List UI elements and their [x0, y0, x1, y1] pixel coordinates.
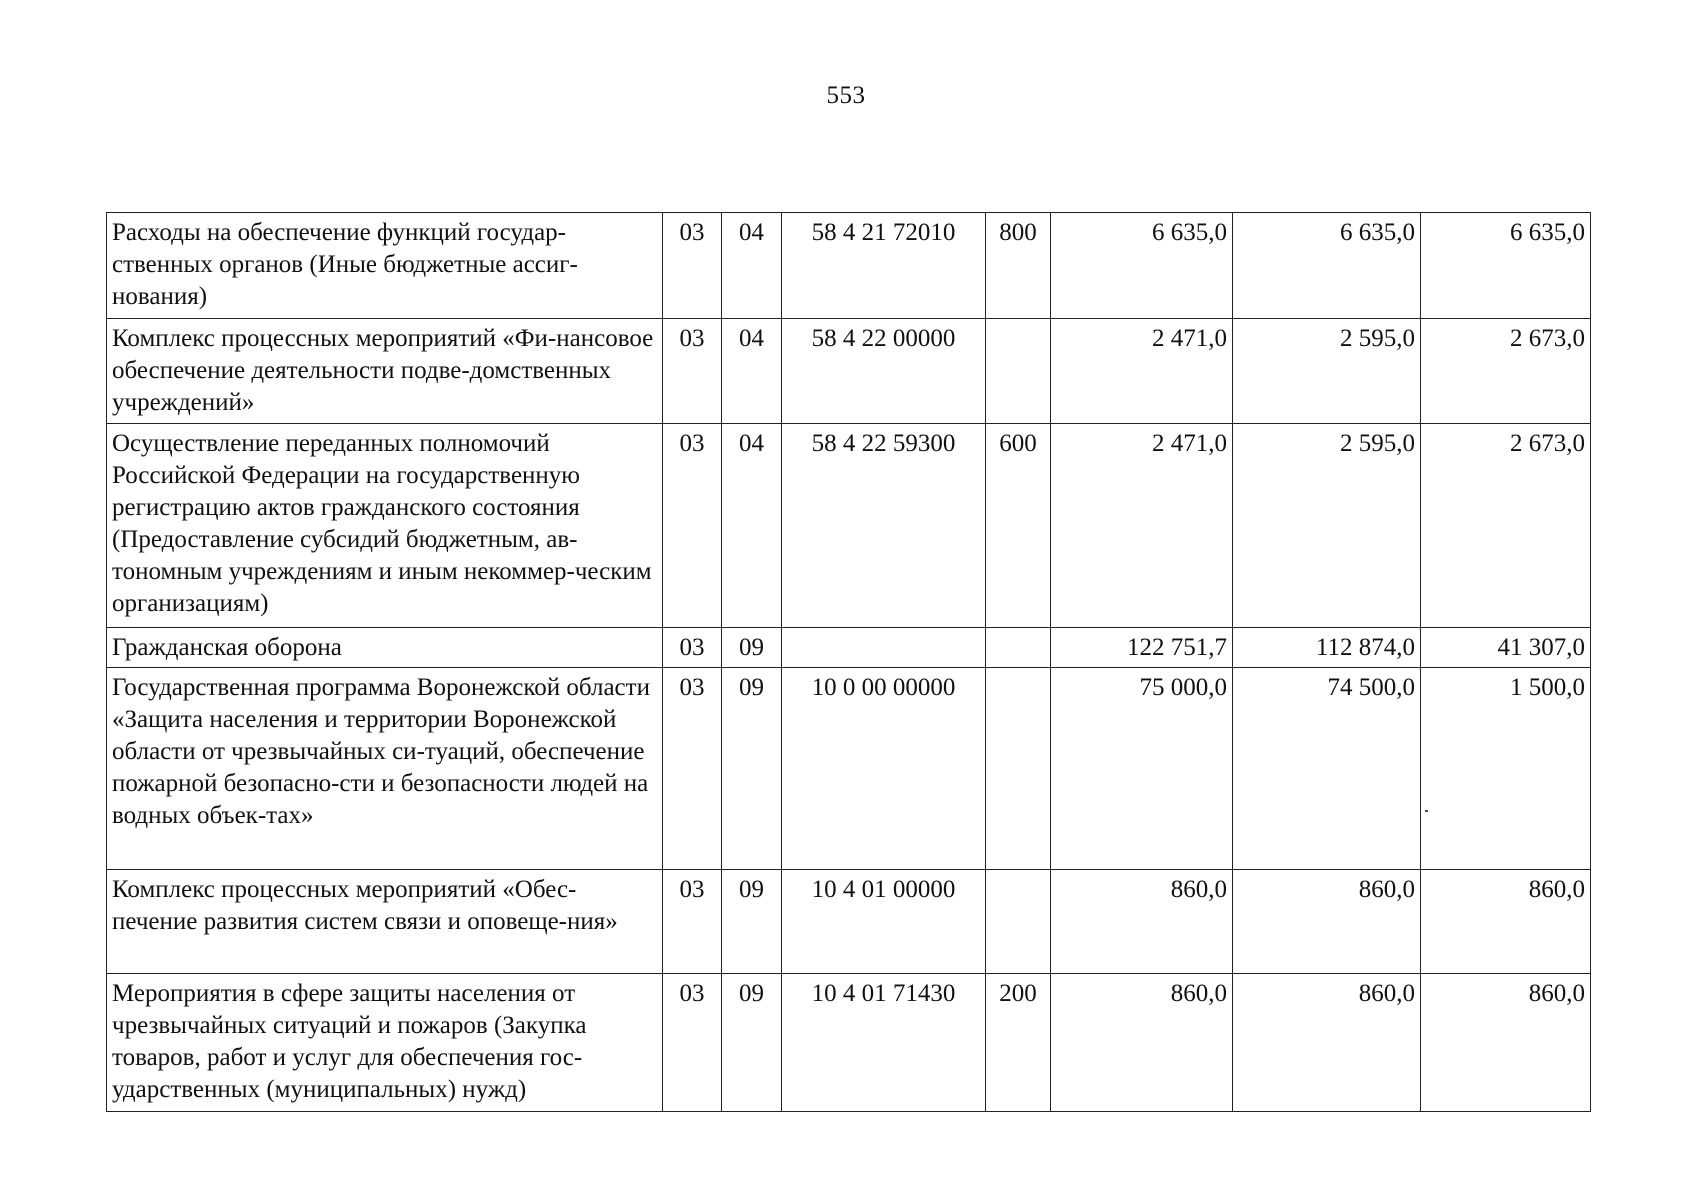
target-article-code: 58 4 22 59300	[782, 424, 986, 628]
amount-1: 122 751,7	[1051, 628, 1233, 668]
amount-3: 6 635,0	[1421, 213, 1591, 319]
scan-speck	[1425, 810, 1428, 812]
amount-2: 860,0	[1233, 974, 1421, 1112]
section-code: 03	[663, 213, 722, 319]
target-article-code: 10 4 01 00000	[782, 870, 986, 974]
target-article-code: 58 4 22 00000	[782, 319, 986, 424]
table-row	[107, 213, 1591, 319]
row-name: Расходы на обеспечение функций государ-ственных органов (Иные бюджетные ассиг-нования)	[107, 213, 663, 319]
row-name: Осуществление переданных полномочий Российской Федерации на государственную регистрацию актов гражданского состояния (Предоставление субсидий бюджетным, ав-тономным учреждениям и иным некоммер-ческим организациям)	[107, 424, 663, 628]
amount-2: 2 595,0	[1233, 424, 1421, 628]
subsection-code: 09	[722, 628, 782, 668]
table-row	[107, 628, 1591, 668]
target-article-code: 58 4 21 72010	[782, 213, 986, 319]
table-row	[107, 319, 1591, 424]
expense-type-code	[986, 319, 1051, 424]
page-number: 553	[826, 82, 866, 109]
row-name: Мероприятия в сфере защиты населения от чрезвычайных ситуаций и пожаров (Закупка товаров, работ и услуг для обеспечения гос-ударственных (муниципальных) нужд)	[107, 974, 663, 1112]
expense-type-code: 200	[986, 974, 1051, 1112]
amount-2: 74 500,0	[1233, 668, 1421, 870]
amount-2: 112 874,0	[1233, 628, 1421, 668]
subsection-code: 09	[722, 974, 782, 1112]
subsection-code: 04	[722, 319, 782, 424]
section-code: 03	[663, 319, 722, 424]
amount-3: 1 500,0	[1421, 668, 1591, 870]
target-article-code: 10 0 00 00000	[782, 668, 986, 870]
amount-1: 6 635,0	[1051, 213, 1233, 319]
expense-type-code: 600	[986, 424, 1051, 628]
section-code: 03	[663, 974, 722, 1112]
expense-type-code: 800	[986, 213, 1051, 319]
amount-3: 2 673,0	[1421, 319, 1591, 424]
row-name: Гражданская оборона	[107, 628, 663, 668]
expense-type-code	[986, 668, 1051, 870]
expense-type-code	[986, 628, 1051, 668]
amount-1: 860,0	[1051, 974, 1233, 1112]
amount-1: 2 471,0	[1051, 319, 1233, 424]
amount-1: 75 000,0	[1051, 668, 1233, 870]
amount-1: 860,0	[1051, 870, 1233, 974]
subsection-code: 04	[722, 424, 782, 628]
target-article-code: 10 4 01 71430	[782, 974, 986, 1112]
target-article-code	[782, 628, 986, 668]
amount-3: 41 307,0	[1421, 628, 1591, 668]
amount-2: 860,0	[1233, 870, 1421, 974]
table-row	[107, 424, 1591, 628]
section-code: 03	[663, 424, 722, 628]
amount-2: 2 595,0	[1233, 319, 1421, 424]
amount-3: 860,0	[1421, 974, 1591, 1112]
budget-table	[106, 212, 1591, 1112]
table-row	[107, 668, 1591, 870]
row-name: Комплекс процессных мероприятий «Фи-нансовое обеспечение деятельности подве-домственных учреждений»	[107, 319, 663, 424]
row-name: Государственная программа Воронежской области «Защита населения и территории Воронежской области от чрезвычайных си-туаций, обеспечение пожарной безопасно-сти и безопасности людей на водных объек-тах»	[107, 668, 663, 870]
section-code: 03	[663, 668, 722, 870]
subsection-code: 04	[722, 213, 782, 319]
table-row	[107, 870, 1591, 974]
amount-2: 6 635,0	[1233, 213, 1421, 319]
amount-3: 860,0	[1421, 870, 1591, 974]
amount-3: 2 673,0	[1421, 424, 1591, 628]
subsection-code: 09	[722, 870, 782, 974]
amount-1: 2 471,0	[1051, 424, 1233, 628]
table-row	[107, 974, 1591, 1112]
section-code: 03	[663, 870, 722, 974]
expense-type-code	[986, 870, 1051, 974]
subsection-code: 09	[722, 668, 782, 870]
section-code: 03	[663, 628, 722, 668]
row-name: Комплекс процессных мероприятий «Обес-печение развития систем связи и оповеще-ния»	[107, 870, 663, 974]
